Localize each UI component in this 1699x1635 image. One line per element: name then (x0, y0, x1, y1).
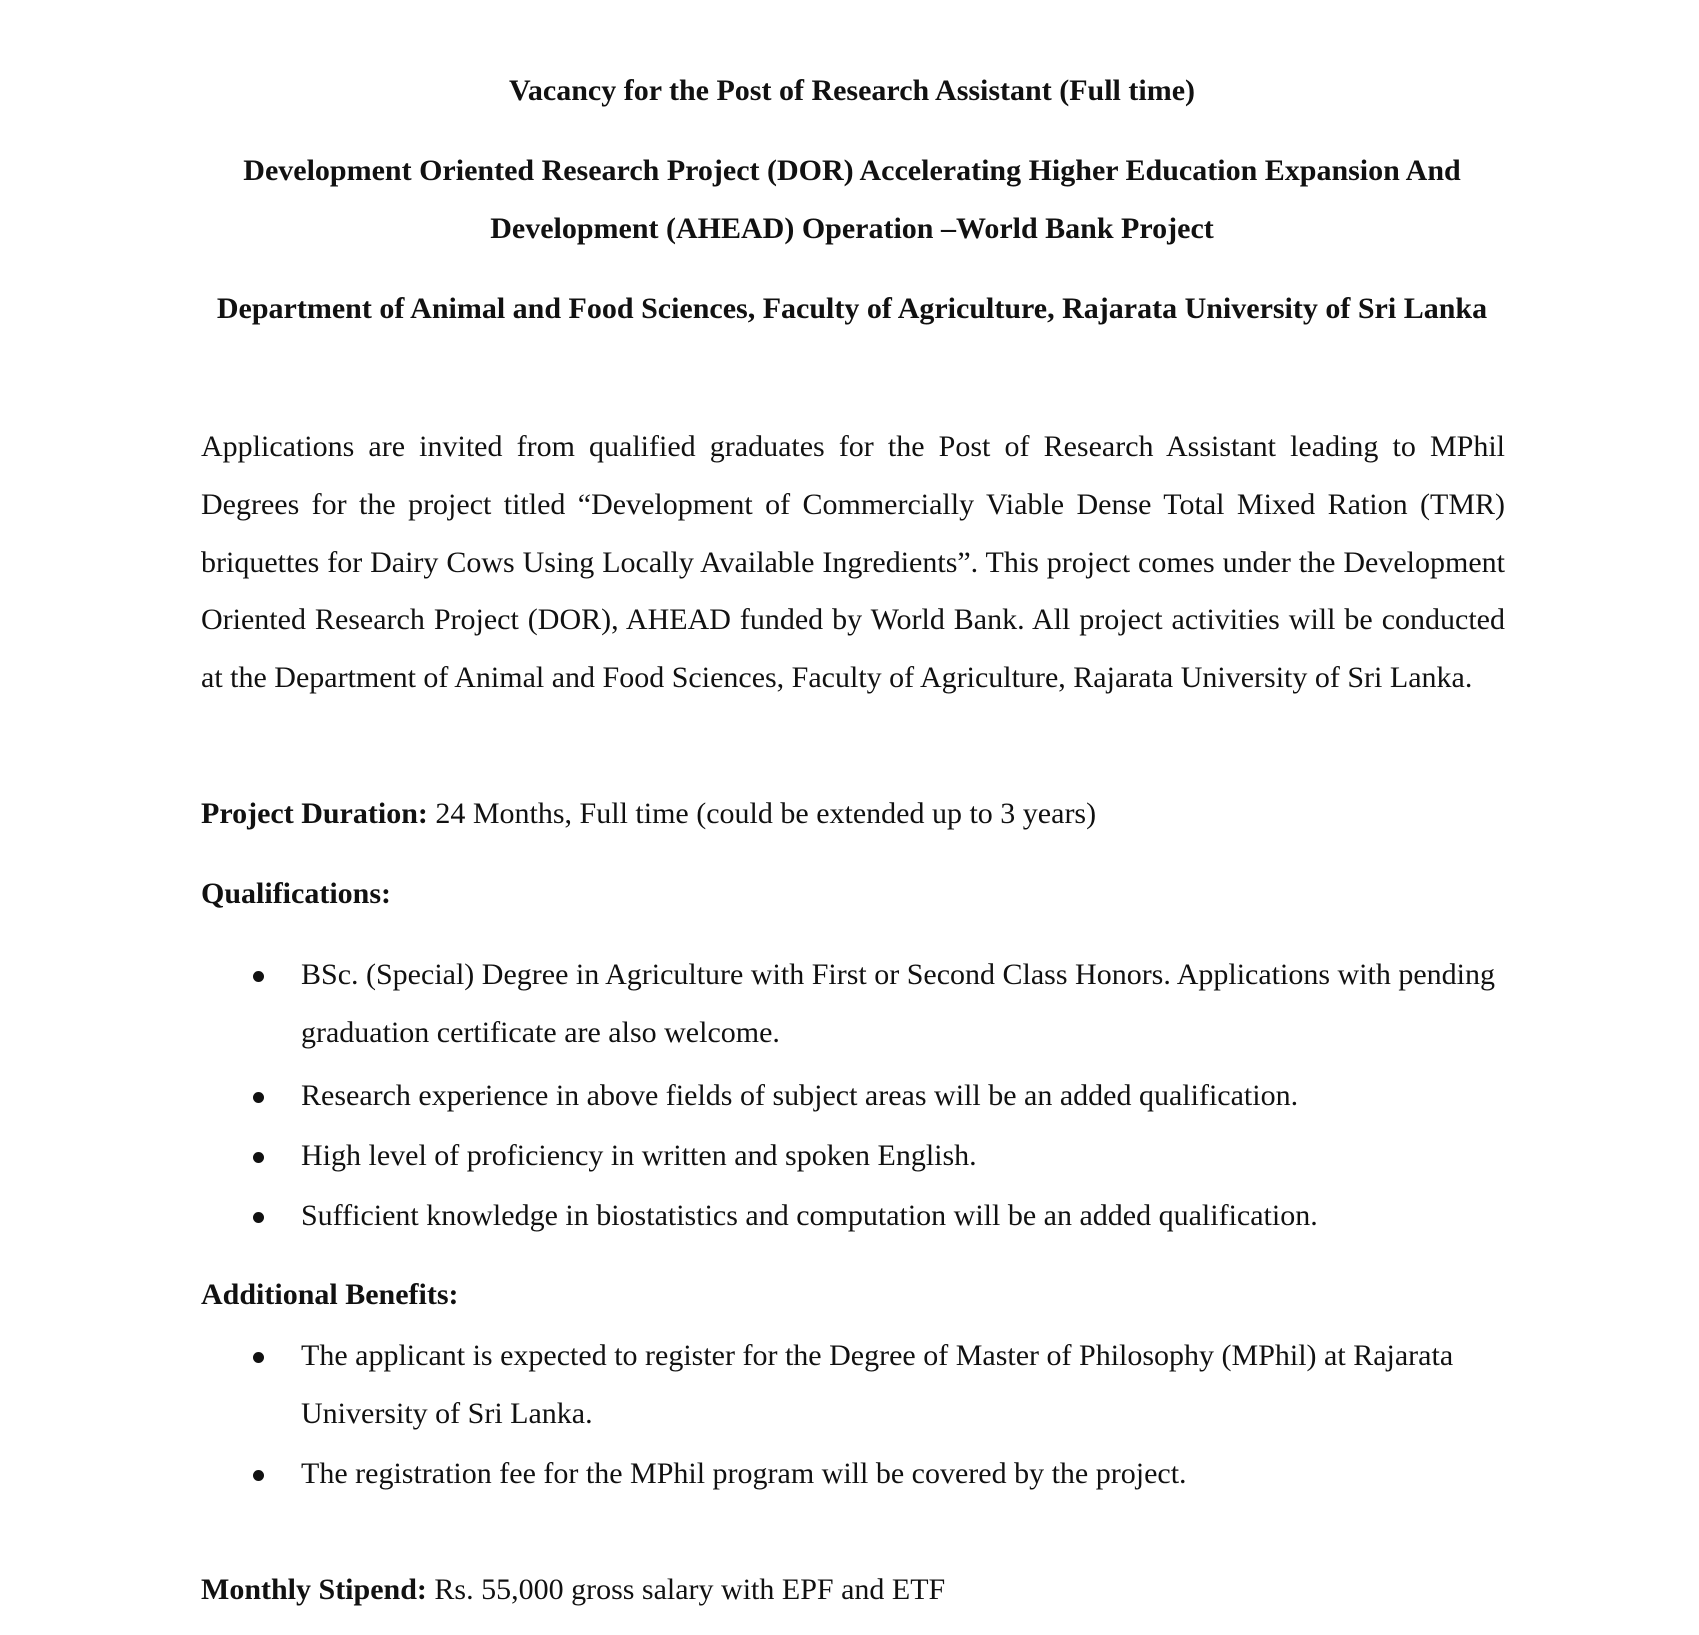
list-item (201, 1187, 1505, 1245)
qualifications-list (201, 1127, 1505, 1185)
project-duration-label: Project Duration: (201, 797, 428, 830)
project-heading: Development Oriented Research Project (DOR) Accelerating Higher Education Expansion And Development (AHEAD) Operation –World Bank Project (243, 154, 1461, 245)
monthly-stipend-value: Rs. 55,000 gross salary with EPF and ETF (426, 1573, 946, 1606)
project-duration-value: 24 Months, Full time (could be extended up to 3 years) (427, 797, 1097, 830)
monthly-stipend-label: Monthly Stipend: (201, 1573, 427, 1606)
intro-paragraph: Applications are invited from qualified graduates for the Post of Research Assistant leading to MPhil Degrees for the project titled “Development of Commercially Viable Dense Total Mixed Ration (TMR) briquettes for Dairy Cows Using Locally Available Ingredients”. This project comes under the Development Oriented Research Project (DOR), AHEAD funded by World Bank. All project activities will be conducted at the Department of Animal and Food Sciences, Faculty of Agriculture, Rajarata University of Sri Lanka. (201, 430, 1505, 695)
bullet-icon (253, 1152, 264, 1163)
list-item-text: The applicant is expected to register for the Degree of Master of Philosophy (MPhil) at Rajarata University of Sri Lanka. (301, 1339, 1454, 1430)
qualifications-list (201, 946, 1505, 1061)
qualifications-heading-text: Qualifications: (201, 877, 392, 910)
project-duration (201, 794, 1505, 834)
benefits-list (201, 1327, 1505, 1442)
bullet-icon (253, 1092, 264, 1103)
bullet-icon (253, 1212, 264, 1223)
list-item-text: BSc. (Special) Degree in Agriculture with First or Second Class Honors. Applications with pending graduation certificate are also welcome. (301, 958, 1495, 1049)
benefits-heading (201, 1275, 1505, 1315)
bullet-icon (253, 971, 264, 982)
list-item (201, 1445, 1505, 1503)
benefits-list (201, 1445, 1505, 1503)
qualifications-heading (201, 874, 1505, 914)
list-item-text: Research experience in above fields of subject areas will be an added qualification. (301, 1079, 1299, 1112)
list-item (201, 1327, 1505, 1442)
department-heading: Department of Animal and Food Sciences, Faculty of Agriculture, Rajarata University of Sri Lanka (216, 292, 1488, 325)
document-title: Vacancy for the Post of Research Assistant (Full time) (508, 74, 1196, 107)
list-item (201, 1127, 1505, 1185)
benefits-heading-text: Additional Benefits: (201, 1278, 459, 1311)
bullet-icon (253, 1470, 264, 1481)
bullet-icon (253, 1352, 264, 1363)
list-item (201, 1067, 1505, 1125)
qualifications-list (201, 1187, 1505, 1245)
monthly-stipend (201, 1570, 1505, 1610)
list-item-text: High level of proficiency in written and spoken English. (301, 1139, 977, 1172)
list-item (201, 946, 1505, 1061)
qualifications-list (201, 1067, 1505, 1125)
list-item-text: The registration fee for the MPhil program will be covered by the project. (301, 1457, 1187, 1490)
list-item-text: Sufficient knowledge in biostatistics and computation will be an added qualification. (301, 1199, 1318, 1232)
